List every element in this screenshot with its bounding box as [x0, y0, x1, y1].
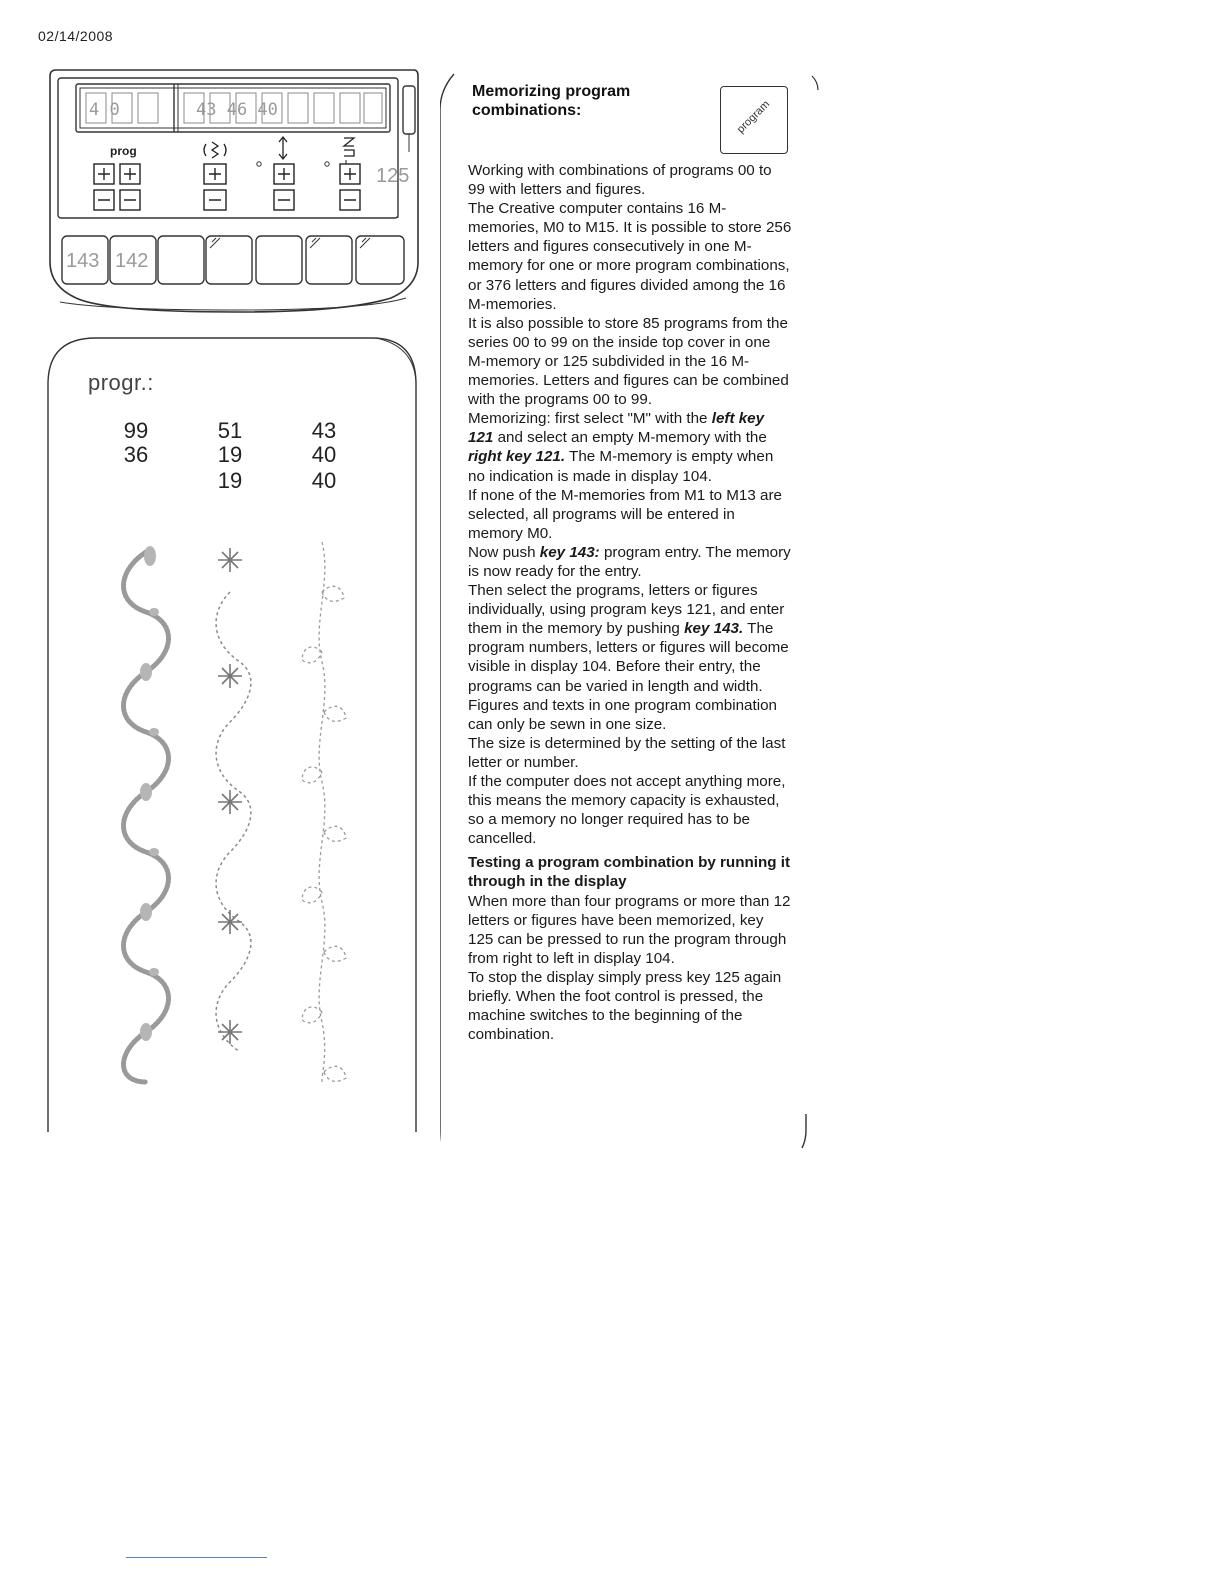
subheading: Testing a program combination by running it through in the display [468, 854, 791, 891]
text-run: Memorizing: first select "M" with the [468, 410, 712, 428]
key-reference: key 143. [684, 620, 744, 638]
paragraph: To stop the display simply press key 125 again briefly. When the foot control is pressed, the machine switches to the beginning of the combination. [468, 968, 782, 1044]
progr-label: progr.: [88, 370, 154, 395]
instruction-text-panel [440, 70, 820, 1150]
stitch-length-icon [279, 137, 287, 159]
stitch-sample-scroll [124, 552, 169, 1082]
text-run: Now push [468, 543, 540, 561]
program-key-icon [720, 86, 788, 154]
text-run: Then select the programs, letters or figures individually, using program keys 121, and enter them in the memory by pushing [468, 582, 785, 638]
program-number: 99 [123, 418, 149, 443]
special-function-icon [344, 138, 354, 156]
paragraph: If the computer does not accept anything more, this means the memory capacity is exhausted, so a memory no longer required has to be cancelled. [468, 773, 786, 848]
key-reference: right key 121. [468, 448, 566, 466]
program-number: 43 [311, 418, 337, 443]
key-reference: key 143: [539, 543, 600, 561]
section-heading: Memorizing program combinations: [472, 83, 631, 119]
paragraph: The size is determined by the setting of the last letter or number. [468, 734, 786, 771]
paragraph-push [468, 543, 792, 581]
program-key-label: program [734, 98, 773, 136]
stitch-sample-vine [302, 542, 346, 1082]
text-run: and select an empty M-memory with the [493, 429, 767, 447]
paragraph: It is also possible to store 85 programs from the series 00 to 99 on the inside top cover in one M-memory or 125 subdivided in the 16 M-memories. Letters and figures can be combined with the programs 00 to 99. [468, 314, 789, 409]
stitch-sample-star-wave [216, 592, 251, 1052]
text-run: program entry. The memory is now ready for the entry. [468, 543, 791, 580]
paragraph: Working with combinations of programs 00 to 99 with letters and figures. [468, 162, 772, 199]
paragraph: Figures and texts in one program combination can only be sewn in one size. [468, 696, 777, 733]
stitch-samples-illustration [46, 532, 418, 1132]
footer-rule [126, 1557, 267, 1558]
display-right-readout: 43 46 40 [196, 100, 278, 120]
program-number: 19 [217, 442, 243, 467]
prog-label: prog [110, 144, 137, 158]
control-panel-figure [46, 66, 422, 316]
article-body [468, 161, 792, 1044]
paragraph: If none of the M-memories from M1 to M13 are selected, all programs will be entered in memory M0. [468, 486, 782, 542]
control-panel-drawing [46, 66, 422, 316]
key-143-label: 143 [66, 250, 100, 272]
key-reference: left key 121 [468, 410, 765, 447]
program-number: 40 [311, 442, 337, 467]
paragraph: When more than four programs or more than 12 letters or figures have been memorized, key 125 can be pressed to run the program through from right to left in display 104. [468, 892, 791, 967]
text-run: The program numbers, letters or figures will become visible in display 104. Before their entry, the programs can be varied in length and width. [468, 620, 789, 695]
key-142-label: 142 [115, 250, 149, 272]
program-number: 19 [217, 468, 243, 493]
program-number: 40 [311, 468, 337, 493]
program-number: 51 [217, 418, 243, 443]
paragraph-select [468, 581, 792, 696]
page-date: 02/14/2008 [38, 28, 114, 44]
paragraph: The Creative computer contains 16 M-memories, M0 to M15. It is possible to store 256 letters and figures consecutively in one M-memory for one or more program combinations, or 376 letters and figures divided among the 16 M-memories. [468, 200, 792, 313]
stitch-width-icon [204, 142, 226, 158]
key-125-label: 125 [376, 165, 410, 187]
display-left-readout: 4 0 [89, 100, 120, 120]
program-number: 36 [123, 442, 149, 467]
text-run: The M-memory is empty when no indication is made in display 104. [468, 448, 774, 485]
paragraph-memorizing [468, 409, 792, 485]
program-card [46, 332, 418, 1140]
